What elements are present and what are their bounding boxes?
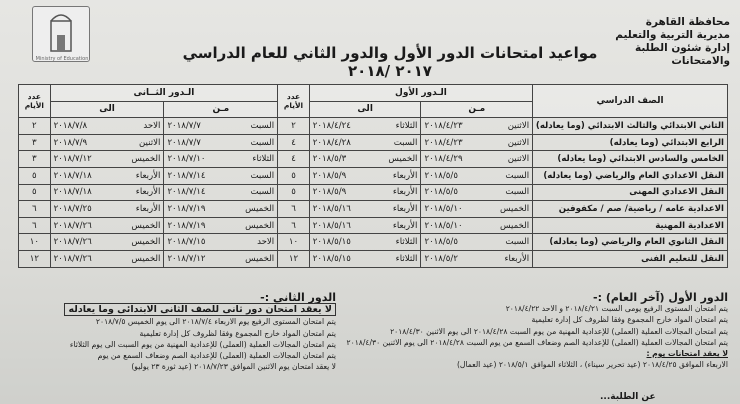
note-line: يتم امتحان المجالات العملية (العملى) للإعدادية المهنية من يوم السبت ٢٠١٨/٤/٢٨ الى يوم الاثنين ٢٠١٨/٤/٣٠ <box>390 326 728 336</box>
table-row <box>19 151 728 168</box>
second-notes-title: الدور الثانى :- <box>260 291 336 304</box>
date-label: ٢٠١٨/٤/٢٩ <box>424 154 463 165</box>
day-label: الأربعاء <box>135 187 161 198</box>
date-label: ٢٠١٨/٥/٩ <box>312 187 347 198</box>
grade-cell: النقل الثانوي العام والرياضي (وما يعادله) <box>533 234 728 251</box>
day-label: الثلاثاء <box>395 237 418 248</box>
first-days-header: عدد الأيام <box>278 85 310 118</box>
grade-header: الصف الدراسي <box>533 85 728 118</box>
date-label: ٢٠١٨/٥/١٦ <box>312 220 351 231</box>
second-from-cell <box>164 234 278 251</box>
day-label: الخميس <box>131 154 161 165</box>
grade-cell: الخامس والسادس الابتدائي (وما يعادله) <box>533 151 728 168</box>
second-days-cell: ٣ <box>19 151 51 168</box>
first-days-cell: ٦ <box>278 217 310 234</box>
grade-cell: الاعدادية المهنية <box>533 217 728 234</box>
ministry-logo <box>32 6 90 62</box>
second-to-cell <box>50 250 164 267</box>
first-from-cell <box>421 234 533 251</box>
note-line: يتم امتحان المستوى الرفيع يوم الاربعاء ٢٠١٨/٧/٤ الى يوم الخميس ٢٠١٨/٧/٥ <box>95 317 336 327</box>
first-from-cell <box>421 134 533 151</box>
date-label: ٢٠١٨/٧/٧ <box>167 120 201 131</box>
first-days-cell: ٢ <box>278 118 310 135</box>
note-line: يتم امتحان المجالات العملية (العملى) للإعدادية المهنية من يوم السبت الى يوم الثلاثاء <box>69 339 336 349</box>
first-to-cell <box>309 118 421 135</box>
page-title: مواعيد امتحانات الدور الأول والدور الثاني للعام الدراسي ٢٠١٧ /٢٠١٨ <box>182 44 598 80</box>
first-to-cell <box>309 201 421 218</box>
day-label: الخميس <box>131 220 161 231</box>
first-days-cell: ٥ <box>278 167 310 184</box>
second-to-cell <box>50 151 164 168</box>
date-label: ٢٠١٨/٧/٧ <box>167 137 201 148</box>
day-label: الخميس <box>131 237 161 248</box>
day-label: الثلاثاء <box>395 253 418 264</box>
first-notes-title: الدور الأول (آخر العام) :- <box>593 291 728 304</box>
date-label: ٢٠١٨/٧/١٤ <box>167 170 206 181</box>
day-label: السبت <box>250 120 275 131</box>
first-round-header: الـدور الأول <box>309 85 532 102</box>
first-from-header: مـن <box>421 101 533 118</box>
day-label: السبت <box>393 137 418 148</box>
first-to-cell <box>309 184 421 201</box>
note-line: يتم امتحان المجالات العملية (العملى) للإعدادية الصم وضعاف السمع من يوم السبت ٢٠١٨/٤/٢٨ الى يوم الاثنين ٢٠١٨/٤/٣٠ <box>346 337 728 347</box>
table-row <box>19 167 728 184</box>
second-to-header: الى <box>50 101 164 118</box>
date-label: ٢٠١٨/٧/١٥ <box>167 237 206 248</box>
second-from-cell <box>164 118 278 135</box>
first-from-cell <box>421 201 533 218</box>
date-label: ٢٠١٨/٥/١٠ <box>424 203 463 214</box>
table-row <box>19 134 728 151</box>
second-days-cell: ١٢ <box>19 250 51 267</box>
day-label: الثلاثاء <box>252 154 275 165</box>
second-days-cell: ٦ <box>19 217 51 234</box>
day-label: الاثنين <box>507 120 530 131</box>
second-days-cell: ٥ <box>19 167 51 184</box>
date-label: ٢٠١٨/٧/١٨ <box>53 170 92 181</box>
date-label: ٢٠١٨/٥/١٦ <box>312 203 351 214</box>
table-row <box>19 201 728 218</box>
first-to-cell <box>309 167 421 184</box>
day-label: السبت <box>505 237 530 248</box>
date-label: ٢٠١٨/٥/٣ <box>312 154 347 165</box>
day-label: السبت <box>250 187 275 198</box>
second-to-cell <box>50 118 164 135</box>
header-block <box>580 16 730 68</box>
first-to-cell <box>309 234 421 251</box>
department-label: إدارة شئون الطلبة والامتحانات <box>634 42 730 67</box>
second-days-cell: ١٠ <box>19 234 51 251</box>
note-line: يتم امتحان المواد خارج المجموع وفقا لظروف كل إدارة تعليمية <box>139 328 336 338</box>
first-days-cell: ٤ <box>278 134 310 151</box>
grade-cell: النقل الاعدادي المهنى <box>533 184 728 201</box>
date-label: ٢٠١٨/٥/٩ <box>312 170 347 181</box>
day-label: الأربعاء <box>392 203 418 214</box>
day-label: الخميس <box>131 253 161 264</box>
date-label: ٢٠١٨/٥/٢ <box>424 253 458 264</box>
day-label: الأربعاء <box>504 253 530 264</box>
footer-text: عن الطلبة... <box>600 392 656 402</box>
day-label: الخميس <box>245 253 275 264</box>
note-line: يتم امتحان المجالات العملية (العملى) للإعدادية الصم وضعاف السمع من يوم <box>97 351 336 361</box>
day-label: الاثنين <box>139 137 161 148</box>
day-label: الأربعاء <box>392 187 418 198</box>
date-label: ٢٠١٨/٤/٢٣ <box>424 120 463 131</box>
date-label: ٢٠١٨/٧/٩ <box>53 137 88 148</box>
first-days-cell: ١٠ <box>278 234 310 251</box>
second-days-cell: ٦ <box>19 201 51 218</box>
day-label: الأربعاء <box>135 203 161 214</box>
date-label: ٢٠١٨/٥/٥ <box>424 187 458 198</box>
day-label: الأربعاء <box>392 220 418 231</box>
second-from-cell <box>164 250 278 267</box>
date-label: ٢٠١٨/٤/٢٣ <box>424 137 463 148</box>
first-to-cell <box>309 151 421 168</box>
first-to-cell <box>309 250 421 267</box>
grade-cell: الثاني الابتدائي والثالث الابتدائي (وما يعادله) <box>533 118 728 135</box>
date-label: ٢٠١٨/٥/٥ <box>424 237 458 248</box>
note-line: الاربعاء الموافق ٢٠١٨/٤/٢٥ (عيد تحرير سيناء) ، الثلاثاء الموافق ٢٠١٨/٥/١ (عيد العمال) <box>456 360 728 370</box>
first-to-cell <box>309 217 421 234</box>
first-from-cell <box>421 151 533 168</box>
second-to-cell <box>50 201 164 218</box>
date-label: ٢٠١٨/٧/١٢ <box>167 253 206 264</box>
directorate-label: مديرية التربية والتعليم <box>615 29 730 41</box>
governorate-label: محافظة القاهرة <box>645 16 730 28</box>
second-to-cell <box>50 167 164 184</box>
day-label: الأربعاء <box>392 170 418 181</box>
first-from-cell <box>421 250 533 267</box>
date-label: ٢٠١٨/٧/١٨ <box>53 187 92 198</box>
second-to-cell <box>50 234 164 251</box>
day-label: السبت <box>250 170 275 181</box>
date-label: ٢٠١٨/٤/٢٨ <box>312 137 351 148</box>
logo-subtitle: Ministry of Education <box>35 56 89 62</box>
second-from-cell <box>164 167 278 184</box>
date-label: ٢٠١٨/٧/١٢ <box>53 154 92 165</box>
second-from-cell <box>164 201 278 218</box>
date-label: ٢٠١٨/٧/١٩ <box>167 203 206 214</box>
grade-cell: الاعدادية عامه / رياضية/ صم / مكفوفين <box>533 201 728 218</box>
second-to-cell <box>50 184 164 201</box>
second-days-cell: ٥ <box>19 184 51 201</box>
day-label: الاثنين <box>507 154 530 165</box>
day-label: الاحد <box>143 120 161 131</box>
second-round-notes <box>18 292 336 372</box>
grade-cell: النقل للتعليم الفنى <box>533 250 728 267</box>
building-icon <box>33 7 89 61</box>
table-row <box>19 217 728 234</box>
day-label: الخميس <box>388 154 418 165</box>
table-row <box>19 250 728 267</box>
note-line: لا يعقد امتحانات يوم : <box>646 349 728 359</box>
day-label: الاحد <box>257 237 275 248</box>
second-days-cell: ٢ <box>19 118 51 135</box>
day-label: السبت <box>505 187 530 198</box>
first-round-notes <box>346 291 728 370</box>
second-from-cell <box>164 151 278 168</box>
first-days-cell: ٥ <box>278 184 310 201</box>
second-days-header: عدد الأيام <box>19 85 51 118</box>
day-label: الخميس <box>500 220 530 231</box>
first-days-cell: ٤ <box>278 151 310 168</box>
date-label: ٢٠١٨/٧/٢٦ <box>53 220 92 231</box>
note-line: يتم امتحان المواد خارج المجموع وفقا لظروف كل إدارة تعليمية <box>531 315 728 325</box>
exam-schedule-table <box>18 84 728 268</box>
day-label: الأربعاء <box>135 170 161 181</box>
date-label: ٢٠١٨/٧/١٠ <box>167 154 206 165</box>
first-to-header: الى <box>309 101 421 118</box>
date-label: ٢٠١٨/٧/١٤ <box>167 187 206 198</box>
second-round-header: الـدور الثــانى <box>50 85 278 102</box>
table-row <box>19 118 728 135</box>
date-label: ٢٠١٨/٧/٢٦ <box>53 253 92 264</box>
date-label: ٢٠١٨/٧/٢٥ <box>53 203 92 214</box>
date-label: ٢٠١٨/٤/٢٤ <box>312 120 351 131</box>
second-to-cell <box>50 217 164 234</box>
date-label: ٢٠١٨/٥/١٥ <box>312 237 351 248</box>
day-label: الخميس <box>245 220 275 231</box>
first-from-cell <box>421 167 533 184</box>
table-row <box>19 184 728 201</box>
first-days-cell: ٦ <box>278 201 310 218</box>
note-line: يتم امتحان المستوى الرفيع يومى السبت ٢٠١٨/٤/٢١ و الاحد ٢٠١٨/٤/٢٢ <box>505 304 728 314</box>
date-label: ٢٠١٨/٧/٨ <box>53 120 88 131</box>
date-label: ٢٠١٨/٧/١٩ <box>167 220 206 231</box>
day-label: الثلاثاء <box>395 120 418 131</box>
day-label: الخميس <box>500 203 530 214</box>
day-label: السبت <box>505 170 530 181</box>
second-days-cell: ٣ <box>19 134 51 151</box>
second-from-cell <box>164 184 278 201</box>
grade-cell: النقل الاعدادي العام والرياضي (وما يعادله) <box>533 167 728 184</box>
second-to-cell <box>50 134 164 151</box>
first-from-cell <box>421 118 533 135</box>
second-notes-lead: لا يعقد امتحان دور ثانى للصف الثانى الابتدائى وما يعادله <box>64 303 336 316</box>
note-line: لا يعقد امتحان يوم الاثنين الموافق ٢٠١٨/٧/٢٣ (عيد ثورة ٢٣ يوليو) <box>131 362 336 372</box>
day-label: الاثنين <box>507 137 530 148</box>
first-from-cell <box>421 184 533 201</box>
date-label: ٢٠١٨/٧/٢٦ <box>53 237 92 248</box>
table-row <box>19 234 728 251</box>
second-from-header: مـن <box>164 101 278 118</box>
day-label: السبت <box>250 137 275 148</box>
day-label: الخميس <box>245 203 275 214</box>
second-from-cell <box>164 217 278 234</box>
first-from-cell <box>421 217 533 234</box>
date-label: ٢٠١٨/٥/٥ <box>424 170 458 181</box>
first-days-cell: ١٢ <box>278 250 310 267</box>
date-label: ٢٠١٨/٥/١٥ <box>312 253 351 264</box>
first-to-cell <box>309 134 421 151</box>
second-from-cell <box>164 134 278 151</box>
grade-cell: الرابع الابتدائي (وما يعادله) <box>533 134 728 151</box>
date-label: ٢٠١٨/٥/١٠ <box>424 220 463 231</box>
